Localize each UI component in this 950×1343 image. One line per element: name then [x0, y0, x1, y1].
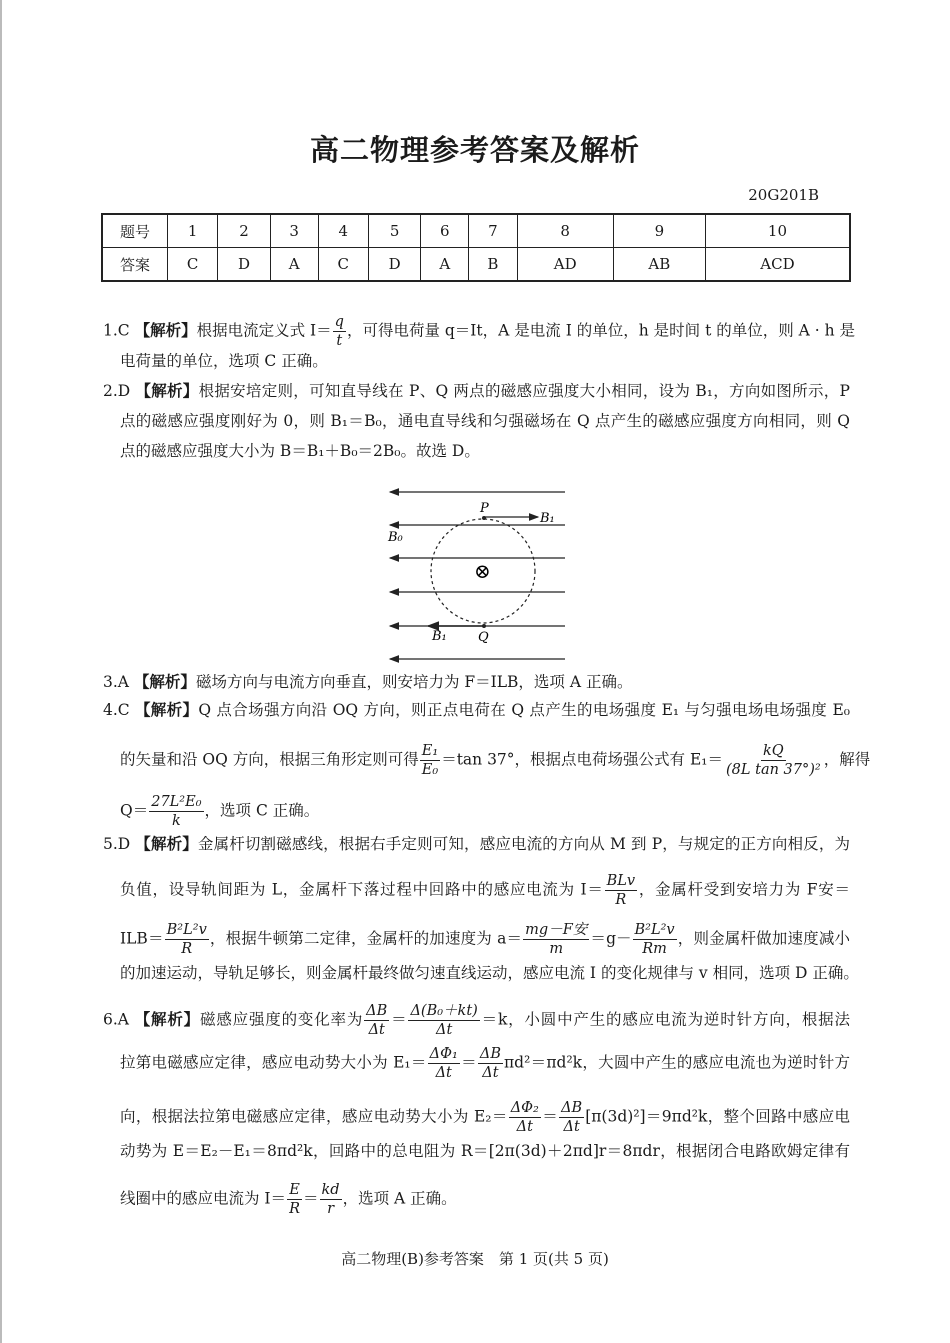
- text: ，选项 C 正确。: [204, 801, 320, 820]
- label-p: P: [480, 501, 489, 516]
- text: Q＝: [120, 801, 149, 820]
- page-edge: [0, 0, 2, 1343]
- label-q: Q: [478, 630, 489, 645]
- explanation-line: [120, 1141, 850, 1161]
- explanation-line: [120, 963, 859, 983]
- analysis-tag: 【解析】: [134, 320, 197, 340]
- answer-cell: A: [270, 248, 318, 282]
- text: ＝: [390, 1010, 408, 1029]
- label-b1-bottom: B₁: [432, 629, 447, 644]
- text: ，解得: [823, 750, 871, 769]
- text: 磁感应强度的变化率为: [200, 1010, 364, 1029]
- label-b1-top: B₁: [540, 511, 555, 526]
- analysis-tag: 【解析】: [134, 1009, 200, 1029]
- page-title: 高二物理参考答案及解析: [309, 133, 640, 167]
- numerator: ΔB: [561, 1100, 583, 1116]
- denominator: Δt: [516, 1119, 533, 1135]
- numerator: ΔB: [479, 1046, 501, 1062]
- numerator: E₁: [421, 743, 439, 759]
- text: ＝: [302, 1189, 319, 1208]
- explanation-line: [120, 872, 850, 909]
- denominator: R: [615, 892, 627, 908]
- paper-code: 20G201B: [748, 186, 819, 204]
- text: ＝: [460, 1053, 477, 1072]
- text: Q 点合场强方向沿 OQ 方向，则正点电荷在 Q 点产生的电场强度 E₁ 与匀强电场电场强度 E₀: [198, 701, 850, 719]
- question-number: 4: [318, 214, 368, 248]
- text: ，可得电荷量 q＝It，A 是电流 I 的单位，h 是时间 t 的单位，则 A · h 是: [346, 321, 856, 340]
- text: 点的磁感应强度刚好为 0，则 B₁＝B₀，通电直导线和匀强磁场在 Q 点产生的磁感应强度方向相同，则 Q: [120, 412, 850, 430]
- denominator: E₀: [421, 762, 439, 778]
- question-number: 3: [270, 214, 318, 248]
- answer-cell: AB: [613, 248, 705, 282]
- question-number: 2: [218, 214, 271, 248]
- denominator: Rm: [642, 941, 667, 957]
- explanation-line: [103, 1002, 850, 1039]
- analysis-tag: 【解析】: [133, 672, 196, 691]
- text: ＝: [541, 1107, 559, 1126]
- fraction: [724, 742, 823, 779]
- row-header: 答案: [102, 248, 168, 282]
- numerator: B²L²v: [166, 922, 207, 938]
- text: πd²＝πd²k，大圆中产生的感应电流也为逆时针方: [504, 1053, 850, 1072]
- magnetic-field-diagram: [380, 478, 580, 673]
- denominator: Δt: [435, 1065, 452, 1081]
- answer-table: [101, 213, 851, 282]
- fraction: [408, 1002, 479, 1039]
- fraction: [420, 742, 440, 779]
- text: 电荷量的单位，选项 C 正确。: [120, 352, 328, 370]
- point-q: [482, 624, 486, 628]
- page-footer: 高二物理(B)参考答案 第 1 页(共 5 页): [341, 1250, 609, 1268]
- table-row-answers: [102, 248, 850, 282]
- explanation-line: [120, 921, 850, 958]
- fraction: [165, 921, 209, 958]
- fraction: [287, 1181, 302, 1218]
- fraction: [633, 921, 677, 958]
- question-number: 9: [613, 214, 705, 248]
- text: 6.A: [103, 1010, 135, 1029]
- numerator: B²L²v: [634, 922, 675, 938]
- numerator: ΔΦ₁: [429, 1046, 458, 1062]
- text: 负值，设导轨间距为 L，金属杆下落过程中回路中的感应电流为 I＝: [120, 880, 604, 899]
- text: [π(3d)²]＝9πd²k，整个回路中感应电: [585, 1107, 850, 1126]
- explanation-line: [120, 1181, 850, 1218]
- fraction: [478, 1045, 503, 1082]
- numerator: E: [289, 1182, 300, 1198]
- explanation-line: [120, 742, 871, 779]
- explanation-line: [120, 411, 850, 431]
- explanation-line: [120, 1099, 850, 1136]
- text: 1.C: [103, 321, 135, 340]
- denominator: m: [549, 941, 564, 957]
- explanation-line: [103, 672, 850, 692]
- text: ，金属杆受到安培力为 F安＝: [638, 880, 850, 899]
- denominator: k: [171, 813, 181, 829]
- answer-cell: AD: [517, 248, 613, 282]
- analysis-tag: 【解析】: [135, 834, 198, 853]
- text: 2.D: [103, 382, 136, 400]
- denominator: R: [181, 941, 193, 957]
- question-number: 5: [368, 214, 421, 248]
- text: 5.D: [103, 835, 136, 853]
- numerator: mg－F安: [525, 922, 588, 938]
- table-row-numbers: [102, 214, 850, 248]
- text: 3.A: [103, 673, 134, 691]
- denominator: R: [289, 1201, 300, 1217]
- explanation-line: [103, 313, 856, 350]
- fraction: [509, 1099, 541, 1136]
- label-b0: B₀: [388, 530, 403, 545]
- denominator: (8L tan 37°)²: [726, 762, 821, 778]
- answer-cell: C: [168, 248, 218, 282]
- denominator: t: [336, 333, 343, 349]
- text: 磁场方向与电流方向垂直，则安培力为 F＝ILB，选项 A 正确。: [195, 673, 633, 691]
- question-number: 8: [517, 214, 613, 248]
- text: 线圈中的感应电流为 I＝: [120, 1189, 287, 1208]
- numerator: ΔB: [366, 1003, 388, 1019]
- denominator: Δt: [368, 1022, 385, 1038]
- explanation-line: [120, 351, 850, 371]
- question-number: 7: [469, 214, 517, 248]
- fraction: [364, 1002, 389, 1039]
- explanation-line: [120, 793, 850, 830]
- fraction: [333, 313, 346, 350]
- explanation-line: [120, 1045, 850, 1082]
- text: 点的磁感应强度大小为 B＝B₁＋B₀＝2B₀。故选 D。: [120, 442, 480, 460]
- numerator: q: [334, 314, 344, 330]
- numerator: 27L²E₀: [151, 794, 202, 810]
- answer-cell: B: [469, 248, 517, 282]
- question-number: 1: [168, 214, 218, 248]
- text: 根据安培定则，可知直导线在 P、Q 两点的磁感应强度大小相同，设为 B₁，方向如图所示，P: [198, 382, 850, 400]
- text: ILB＝: [120, 929, 164, 948]
- explanation-line: [120, 441, 850, 461]
- fraction: [149, 793, 203, 830]
- point-p: [482, 516, 486, 520]
- text: ＝k，小圆中产生的感应电流为逆时针方向，根据法: [480, 1010, 850, 1029]
- text: ，选项 A 正确。: [342, 1189, 457, 1208]
- question-number: 6: [421, 214, 469, 248]
- denominator: Δt: [482, 1065, 499, 1081]
- answer-cell: D: [368, 248, 421, 282]
- text: 拉第电磁感应定律，感应电动势大小为 E₁＝: [120, 1053, 427, 1072]
- fraction: [605, 872, 637, 909]
- numerator: Δ(B₀＋kt): [410, 1003, 478, 1019]
- text: 金属杆切割磁感线，根据右手定则可知，感应电流的方向从 M 到 P，与规定的正方向相反，为: [197, 835, 850, 853]
- explanation-line: [103, 381, 850, 401]
- text: ，则金属杆做加速度减小: [677, 929, 850, 948]
- denominator: Δt: [435, 1022, 453, 1038]
- text: 的加速运动，导轨足够长，则金属杆最终做匀速直线运动，感应电流 I 的变化规律与 v 相同，选项 D 正确。: [120, 964, 859, 982]
- numerator: ΔΦ₂: [510, 1100, 539, 1116]
- numerator: kQ: [763, 743, 784, 759]
- numerator: BLv: [606, 873, 636, 889]
- explanation-line: [103, 834, 850, 854]
- fraction: [320, 1181, 342, 1218]
- numerator: kd: [321, 1182, 340, 1198]
- answer-cell: D: [218, 248, 271, 282]
- fraction: [428, 1045, 460, 1082]
- current-into-page-icon: ⊗: [474, 559, 491, 583]
- answer-cell: A: [421, 248, 469, 282]
- text: ，根据牛顿第二定律，金属杆的加速度为 a＝: [209, 929, 523, 948]
- text: 向，根据法拉第电磁感应定律，感应电动势大小为 E₂＝: [120, 1107, 508, 1126]
- question-number: 10: [705, 214, 850, 248]
- row-header: 题号: [102, 214, 168, 248]
- denominator: r: [327, 1201, 334, 1217]
- text: 根据电流定义式 I＝: [196, 321, 332, 340]
- text: ＝tan 37°，根据点电荷场强公式有 E₁＝: [441, 750, 723, 769]
- fraction: [523, 921, 589, 958]
- denominator: Δt: [563, 1119, 580, 1135]
- answer-cell: ACD: [705, 248, 850, 282]
- fraction: [559, 1099, 584, 1136]
- explanation-line: [103, 700, 850, 720]
- answer-cell: C: [318, 248, 368, 282]
- text: 动势为 E＝E₂－E₁＝8πd²k，回路中的总电阻为 R＝[2π(3d)＋2πd]r＝8πdr，根据闭合电路欧姆定律有: [120, 1142, 850, 1160]
- text: ＝g－: [590, 929, 632, 948]
- text: 的矢量和沿 OQ 方向，根据三角形定则可得: [120, 750, 419, 769]
- analysis-tag: 【解析】: [135, 381, 199, 400]
- text: 4.C: [103, 701, 135, 719]
- analysis-tag: 【解析】: [134, 700, 199, 719]
